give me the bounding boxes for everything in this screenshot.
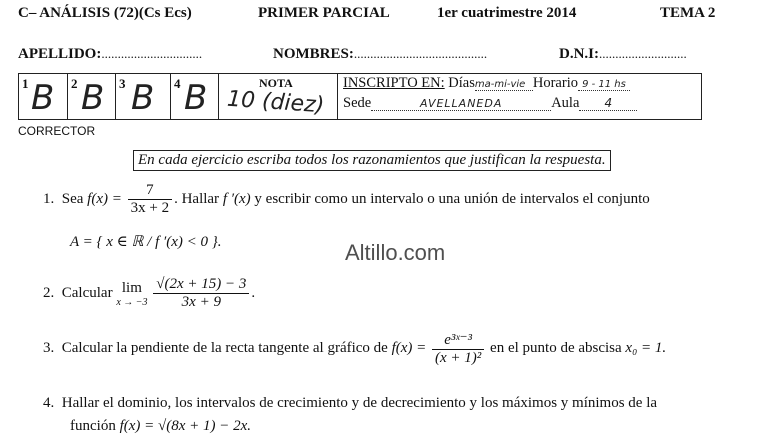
- q4-fx: f(x) = √(8x + 1) − 2x.: [119, 418, 252, 434]
- cell-number: 4: [174, 76, 181, 91]
- cell-number: 1: [22, 76, 29, 91]
- nota-label: NOTA: [259, 76, 293, 90]
- q3-frac-num: e³ˣ⁻³: [432, 330, 484, 350]
- q2-lim: lim: [121, 279, 142, 296]
- q2-text-a: Calcular: [61, 284, 113, 301]
- sede-value[interactable]: AVELLANEDA: [371, 97, 551, 111]
- cell-number: 3: [119, 76, 126, 91]
- q1-number: 1.: [43, 190, 55, 207]
- dni-label: D.N.I:: [559, 46, 599, 62]
- aula-label: Aula: [551, 95, 580, 111]
- inscripto-label: INSCRIPTO EN:: [343, 75, 445, 91]
- q1-text-b: . Hallar: [174, 190, 220, 207]
- exam-title: PRIMER PARCIAL: [258, 5, 390, 21]
- q3-fraction: [432, 330, 484, 367]
- apellido-dots: ...............................: [101, 46, 203, 61]
- grid-divider: [170, 74, 171, 119]
- q1-fprime: f ′(x): [222, 190, 251, 207]
- nota-value: 10 (diez): [226, 86, 326, 119]
- q4-text-b: función: [70, 418, 116, 434]
- question-3: [43, 330, 666, 367]
- nombres-field[interactable]: [273, 46, 487, 63]
- cell-mark: B: [131, 78, 155, 118]
- dias-label: Días: [448, 75, 475, 91]
- q1-text-c: y escribir como un intervalo o una unión de intervalos el conjunto: [254, 190, 650, 207]
- dni-field[interactable]: [559, 46, 687, 63]
- apellido-field[interactable]: [18, 46, 202, 63]
- course-title: C– ANÁLISIS (72)(Cs Ecs): [18, 5, 192, 21]
- cell-mark: B: [184, 78, 208, 118]
- enrollment-row-2: [343, 95, 637, 112]
- aula-value[interactable]: 4: [579, 96, 637, 111]
- term-label: 1er cuatrimestre 2014: [437, 5, 577, 21]
- q1-frac-num: 7: [128, 182, 172, 200]
- question-1: [43, 182, 650, 217]
- dias-value[interactable]: ma-mi-vie: [475, 79, 533, 91]
- q2-frac-num: √(2x + 15) − 3: [153, 276, 249, 294]
- instruction-box: En cada ejercicio escriba todos los razonamientos que justifican la respuesta.: [133, 150, 611, 171]
- q3-x0: x₀ = 1.: [625, 339, 667, 356]
- q3-text-b: en el punto de abscisa: [490, 339, 622, 356]
- grade-grid: [18, 73, 702, 120]
- watermark: Altillo.com: [345, 240, 446, 265]
- grid-divider: [218, 74, 219, 119]
- q2-frac-den: 3x + 9: [181, 294, 221, 310]
- enrollment-row-1: [343, 75, 630, 92]
- question-2: [43, 276, 255, 311]
- q1-fx: f(x) =: [87, 190, 122, 207]
- q4-number: 4.: [43, 395, 55, 411]
- grid-divider: [115, 74, 116, 119]
- grid-divider: [67, 74, 68, 119]
- q1-set: A = { x ∈ ℝ / f ′(x) < 0 }.: [70, 234, 222, 250]
- cell-mark: B: [31, 78, 55, 118]
- nombres-label: NOMBRES:: [273, 46, 354, 62]
- q2-fraction: [153, 276, 249, 311]
- corrector-label: CORRECTOR: [18, 124, 96, 138]
- question-4: [43, 395, 657, 412]
- q2-limit: [116, 280, 147, 308]
- horario-label: Horario: [532, 75, 578, 91]
- cell-mark: B: [81, 78, 105, 118]
- q3-fx: f(x) =: [391, 339, 427, 356]
- q1-text-a: Sea: [61, 190, 84, 207]
- q2-lim-sub: x → −3: [116, 296, 148, 308]
- sede-label: Sede: [343, 95, 372, 111]
- q3-frac-den: (x + 1)²: [435, 350, 482, 366]
- question-4-line-2: [70, 418, 251, 435]
- q2-end: .: [251, 284, 256, 301]
- grid-divider: [337, 74, 338, 119]
- horario-value[interactable]: 9 - 11 hs: [578, 79, 630, 91]
- cell-number: 2: [71, 76, 78, 91]
- q3-number: 3.: [43, 339, 55, 356]
- q1-frac-den: 3x + 2: [130, 200, 170, 216]
- q4-text-a: Hallar el dominio, los intervalos de crecimiento y de decrecimiento y los máximos y mínimos de la: [61, 395, 658, 411]
- nombres-dots: .........................................: [353, 46, 488, 61]
- q1-fraction: [128, 182, 172, 217]
- q2-number: 2.: [43, 284, 55, 301]
- dni-dots: ...........................: [599, 46, 687, 61]
- q3-text-a: Calcular la pendiente de la recta tangente al gráfico de: [61, 339, 388, 356]
- theme-label: TEMA 2: [660, 5, 716, 21]
- apellido-label: APELLIDO:: [18, 46, 102, 62]
